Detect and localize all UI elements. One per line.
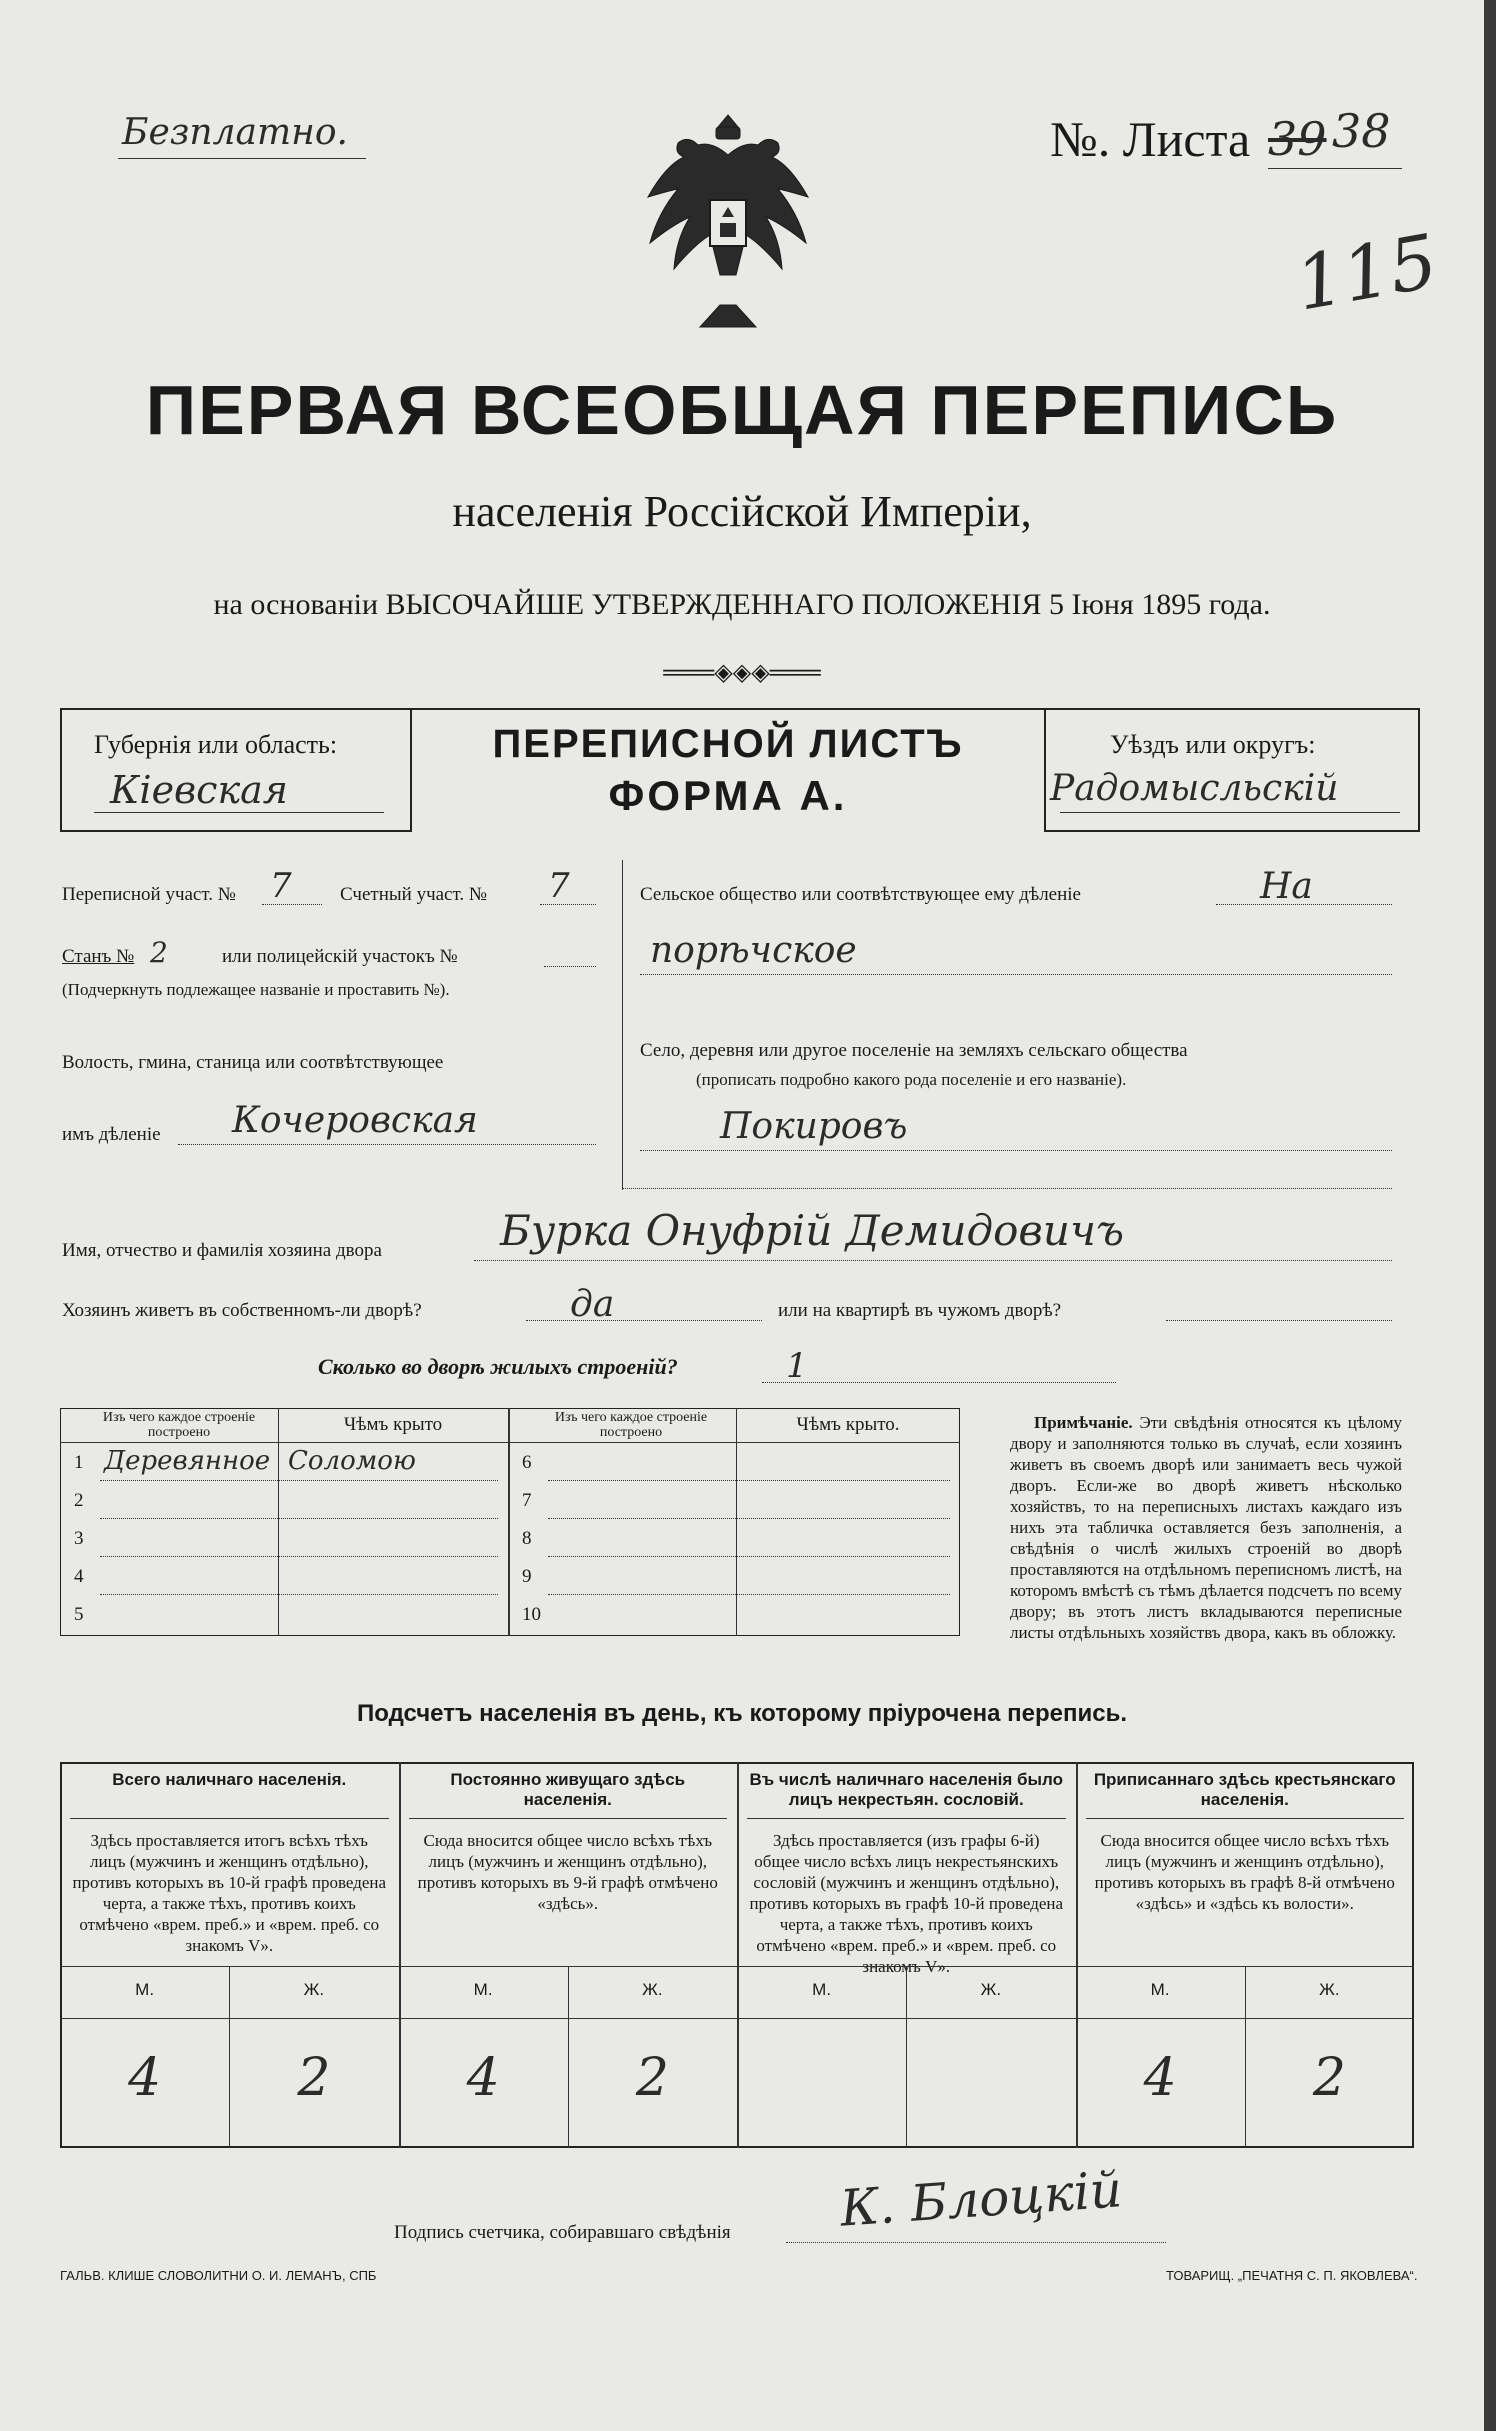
- count-female-label: Ж.: [303, 1980, 325, 1999]
- row-dotline: [548, 1556, 950, 1557]
- ornament: ═══◈◈◈═══: [663, 660, 821, 686]
- count-head-rule: [747, 1818, 1066, 1819]
- count-mf-rule: [60, 2018, 399, 2019]
- count-col-desc: Здѣсь проставляется итогъ всѣхъ тѣхъ лицъ (мужчинъ и женщинъ отдѣльно), противъ которыхъ въ 10-й графѣ проведена черта, а также тѣхъ, противъ коихъ отмѣчено «врем. преб.» и «врем. преб. со знакомъ V».: [72, 1831, 387, 1955]
- count-col-head: Въ числѣ наличнаго населенія было лицъ некрестьян. сословій.: [749, 1770, 1063, 1809]
- legal-basis: на основаніи ВЫСОЧАЙШЕ УТВЕРЖДЕННАГО ПОЛОЖЕНІЯ 5 Іюня 1895 года.: [213, 588, 1271, 621]
- society-value-2: порѣчское: [650, 930, 857, 971]
- row-dotline: [100, 1480, 498, 1481]
- census-district-value: 7: [270, 866, 292, 906]
- count-col-desc: Сюда вносится общее число всѣхъ тѣхъ лицъ (мужчинъ и женщинъ отдѣльно), противъ которыхъ въ графѣ 8-й отмѣчено «здѣсь» и «здѣсь къ волости».: [1094, 1831, 1395, 1913]
- building-row-number: 9: [522, 1566, 532, 1587]
- count-female-value: 2: [635, 2048, 669, 2108]
- row-dotline: [100, 1594, 498, 1595]
- count-male-value: 4: [128, 2048, 162, 2108]
- gubernia-label: Губернія или область:: [94, 730, 338, 759]
- building-roof: Соломою: [288, 1446, 416, 1476]
- count-head-rule: [1086, 1818, 1405, 1819]
- building-row-number: 8: [522, 1528, 532, 1549]
- col-roof-header: Чѣмъ крыто: [343, 1414, 443, 1435]
- count-mf-rule: [1076, 2018, 1415, 2019]
- building-material: Деревянное: [104, 1446, 271, 1476]
- count-mf-rule: [399, 2018, 738, 2019]
- note: [1010, 1412, 1402, 1643]
- count-col-head: Постоянно живущаго здѣсь населенія.: [450, 1770, 686, 1809]
- count-female-label: Ж.: [642, 1980, 663, 1999]
- count-col-head: Всего наличнаго населенія.: [112, 1770, 347, 1789]
- stan-value: 2: [150, 936, 168, 969]
- row-dotline: [548, 1480, 950, 1481]
- note-head: Примѣчаніе.: [1034, 1413, 1133, 1432]
- building-row-number: 7: [522, 1490, 532, 1511]
- count-male-label: М.: [473, 1980, 493, 1999]
- count-col-desc: Здѣсь проставляется (изъ графы 6-й) общее число всѣхъ лицъ некрестьянскихъ сословій (мужчинъ и женщинъ отдѣльно), противъ которыхъ въ графѣ 10-й проведена черта, а также тѣхъ, противъ коихъ отмѣчено «врем. преб.» и «врем. преб. со знакомъ V».: [749, 1831, 1064, 1976]
- police-label: или полицейскій участокъ №: [222, 946, 458, 967]
- sheet-number-struck: 39: [1268, 112, 1327, 166]
- count-female-value: 2: [297, 2048, 331, 2108]
- row-dotline: [100, 1556, 498, 1557]
- count-male-label: М.: [812, 1980, 832, 1999]
- society-value-1: На: [1260, 866, 1313, 907]
- double-headed-eagle-icon: [628, 105, 828, 345]
- note-text: Эти свѣдѣнія относятся къ цѣлому двору и заполняются только въ случаѣ, если хозяинъ живетъ въ своемъ дворѣ или занимаетъ весь чужой дворъ. Если-же во дворѣ живетъ нѣсколько хозяйствъ, то на переписныхъ листахъ каждаго изъ нихъ эта табличка оставляется безъ заполненія, а свѣдѣнія о числѣ жилыхъ строеній во дворѣ проставляются на отдѣльномъ переписномъ листѣ, на которомъ вмѣстѣ съ тѣмъ дѣлается подсчетъ по всему двору; въ этотъ листъ вкладываются переписные листы отдѣльныхъ хозяйствъ двора, какъ въ обложку.: [1010, 1413, 1402, 1642]
- census-district-label: Переписной участ. №: [62, 884, 236, 905]
- count-male-label: М.: [1150, 1980, 1170, 1999]
- page-subtitle: населенія Россійской Имперіи,: [452, 487, 1032, 536]
- row-dotline: [548, 1518, 950, 1519]
- count-title: Подсчетъ населенія въ день, къ которому пріурочена перепись.: [357, 1700, 1127, 1727]
- count-male-value: 4: [1143, 2048, 1177, 2108]
- form-name: ФОРМА А.: [608, 772, 848, 819]
- margin-number: 115: [1289, 218, 1444, 328]
- volost-value: Кочеровская: [232, 1100, 478, 1141]
- building-row-number: 10: [522, 1604, 541, 1625]
- village-label: Село, деревня или другое поселеніе на земляхъ сельскаго общества: [640, 1040, 1188, 1061]
- buildings-value: 1: [786, 1346, 808, 1386]
- counting-district-value: 7: [548, 866, 570, 906]
- rent-label: или на квартирѣ въ чужомъ дворѣ?: [778, 1300, 1062, 1321]
- count-male-label: М.: [135, 1980, 155, 1999]
- village-note: (прописать подробно какого рода поселеніе и его названіе).: [696, 1070, 1127, 1089]
- gubernia-value: Кіевская: [110, 768, 288, 812]
- owner-name-value: Бурка Онуфрій Демидовичъ: [500, 1206, 1125, 1255]
- uezd-label: Уѣздъ или округъ:: [1110, 730, 1316, 759]
- own-yard-label: Хозяинъ живетъ въ собственномъ-ли дворѣ?: [62, 1300, 422, 1321]
- footer-right: ТОВАРИЩ. „ПЕЧАТНЯ С. П. ЯКОВЛЕВА“.: [1166, 2268, 1418, 2283]
- page-edge: [1484, 0, 1496, 2431]
- row-dotline: [548, 1594, 950, 1595]
- count-female-label: Ж.: [1319, 1980, 1340, 1999]
- uezd-value: Радомысльскій: [1050, 768, 1339, 809]
- count-head-rule: [409, 1818, 728, 1819]
- page-title: ПЕРВАЯ ВСЕОБЩАЯ ПЕРЕПИСЬ: [145, 371, 1339, 449]
- sheet-number-label: №. Листа: [1050, 111, 1251, 167]
- building-row-number: 4: [74, 1566, 84, 1587]
- building-row-number: 3: [74, 1528, 84, 1549]
- society-label: Сельское общество или соотвѣтствующее ему дѣленіе: [640, 884, 1081, 905]
- stan-label: Станъ №: [62, 946, 135, 967]
- count-female-label: Ж.: [980, 1980, 1002, 1999]
- signature-label: Подпись счетчика, собиравшаго свѣдѣнія: [394, 2222, 731, 2243]
- sheet-number: 38: [1332, 104, 1391, 158]
- count-col-head: Приписаннаго здѣсь крестьянскаго населенія.: [1093, 1770, 1396, 1809]
- buildings-label: Сколько во дворѣ жилыхъ строеній?: [318, 1354, 678, 1379]
- owner-name-label: Имя, отчество и фамилія хозяина двора: [62, 1240, 382, 1261]
- building-row-number: 1: [74, 1452, 84, 1473]
- col-material-header-right: Изъ чего каждое строеніе построено: [554, 1410, 708, 1440]
- count-mf-rule: [737, 2018, 1076, 2019]
- volost-label-2: имъ дѣленіе: [62, 1124, 161, 1145]
- count-male-value: 4: [466, 2048, 500, 2108]
- bleed-through-text: [30, 210, 35, 230]
- signature-value: К. Блоцкій: [838, 2160, 1124, 2238]
- building-row-number: 5: [74, 1604, 84, 1625]
- count-female-value: 2: [1312, 2048, 1346, 2108]
- row-dotline: [100, 1518, 498, 1519]
- free-label: Безплатно.: [122, 112, 348, 153]
- form-title: ПЕРЕПИСНОЙ ЛИСТЪ: [492, 722, 964, 766]
- count-head-rule: [70, 1818, 389, 1819]
- volost-label: Волость, гмина, станица или соотвѣтствующее: [62, 1052, 444, 1073]
- counting-district-label: Счетный участ. №: [340, 884, 487, 905]
- underline-note: (Подчеркнуть подлежащее названіе и проставить №).: [62, 980, 450, 999]
- col-roof-header-right: Чѣмъ крыто.: [796, 1414, 900, 1435]
- col-material-header: Изъ чего каждое строеніе построено: [102, 1410, 256, 1440]
- own-yard-value: да: [570, 1284, 615, 1325]
- count-col-desc: Сюда вносится общее число всѣхъ тѣхъ лицъ (мужчинъ и женщинъ отдѣльно), противъ которыхъ въ 9-й графѣ отмѣчено «здѣсь».: [417, 1831, 718, 1913]
- village-value: Покировъ: [720, 1106, 908, 1147]
- footer-left: ГАЛЬВ. КЛИШЕ СЛОВОЛИТНИ О. И. ЛЕМАНЪ, СПБ: [60, 2268, 377, 2283]
- building-row-number: 2: [74, 1490, 84, 1511]
- count-col-divider: [737, 1762, 739, 2148]
- building-row-number: 6: [522, 1452, 532, 1473]
